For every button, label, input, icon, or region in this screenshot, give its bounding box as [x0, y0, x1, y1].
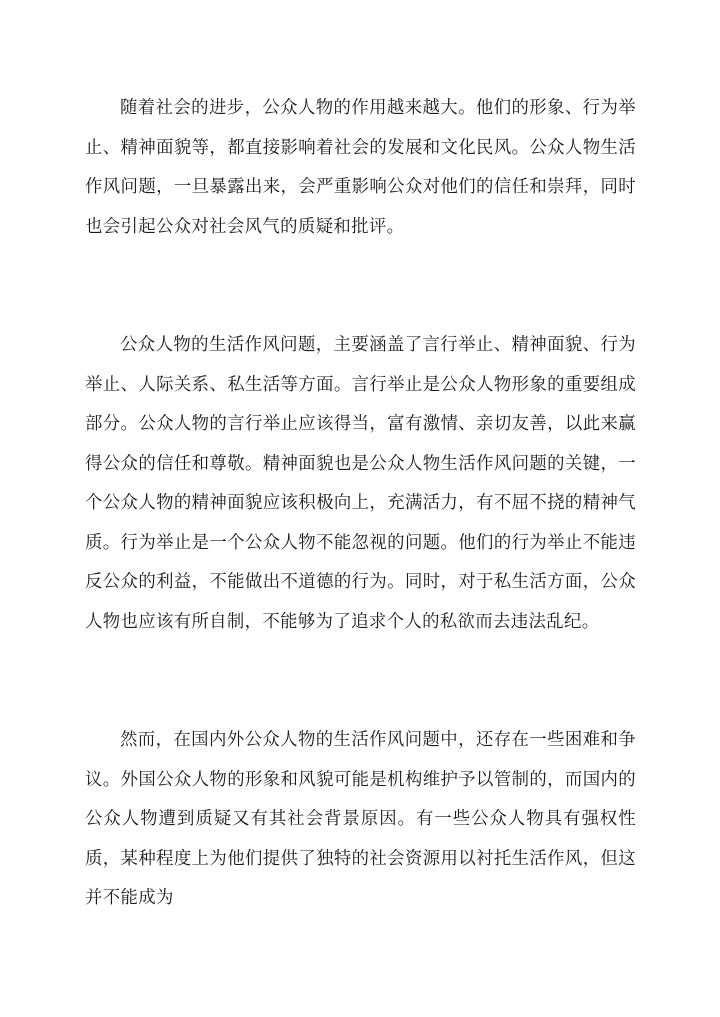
paragraph-1: 随着社会的进步，公众人物的作用越来越大。他们的形象、行为举止、精神面貌等，都直接影响着社会的发展和文化民风。公众人物生活作风问题，一旦暴露出来，会严重影响公众对他们的信任和崇拜，同时也会引起公众对社会风气的质疑和批评。: [85, 98, 636, 237]
document-body: [85, 89, 636, 919]
paragraph-2: 公众人物的生活作风问题，主要涵盖了言行举止、精神面貌、行为举止、人际关系、私生活等方面。言行举止是公众人物形象的重要组成部分。公众人物的言行举止应该得当，富有激情、亲切友善，以此来赢得公众的信任和尊敬。精神面貌也是公众人物生活作风问题的关键，一个公众人物的精神面貌应该积极向上，充满活力，有不屈不挠的精神气质。行为举止是一个公众人物不能忽视的问题。他们的行为举止不能违反公众的利益，不能做出不道德的行为。同时，对于私生活方面，公众人物也应该有所自制，不能够为了追求个人的私欲而去违法乱纪。: [85, 335, 636, 632]
paragraph-3: 然而，在国内外公众人物的生活作风问题中，还存在一些困难和争议。外国公众人物的形象和风貌可能是机构维护予以管制的，而国内的公众人物遭到质疑又有其社会背景原因。有一些公众人物具有强权性质，某种程度上为他们提供了独特的社会资源用以衬托生活作风，但这并不能成为: [85, 730, 636, 908]
